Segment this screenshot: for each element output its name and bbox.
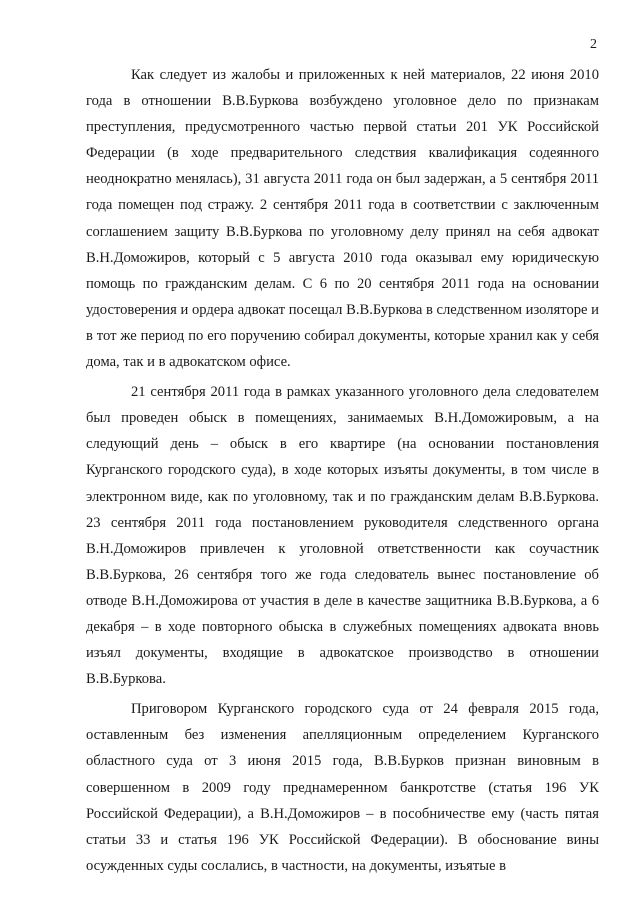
paragraph-2: 21 сентября 2011 года в рамках указанного уголовного дела следователем был проведен обыск в помещениях, занимаемых В.Н.Доможировым, а на следующий день – обыск в его квартире (на основании постановления Курганского городского суда), в ходе которых изъяты документы, в том числе в электронном виде, как по уголовному, так и по гражданским делам В.В.Буркова. 23 сентября 2011 года постановлением руководителя следственного органа В.Н.Доможиров привлечен к уголовной ответственности как соучастник В.В.Буркова, 26 сентября того же года следователь вынес постановление об отводе В.Н.Доможирова от участия в деле в качестве защитника В.В.Буркова, а 6 декабря – в ходе повторного обыска в служебных помещениях адвоката вновь изъял документы, входящие в адвокатское производство в отношении В.В.Буркова. <box>86 384 599 688</box>
paragraph-1: Как следует из жалобы и приложенных к ней материалов, 22 июня 2010 года в отношении В.В.Буркова возбуждено уголовное дело по признакам преступления, предусмотренного частью первой статьи 201 УК Российской Федерации (в ходе предварительного следствия квалификация содеянного неоднократно менялась), 31 августа 2011 года он был задержан, а 5 сентября 2011 года помещен под стражу. 2 сентября 2011 года в соответствии с заключенным соглашением защиту В.В.Буркова по уголовному делу принял на себя адвокат В.Н.Доможиров, который с 5 августа 2010 года оказывал ему юридическую помощь по гражданским делам. С 6 по 20 сентября 2011 года на основании удостоверения и ордера адвокат посещал В.В.Буркова в следственном изоляторе и в тот же период по его поручению собирал документы, которые хранил как у себя дома, так и в адвокатском офисе. <box>86 67 599 371</box>
page-number: 2 <box>590 37 597 52</box>
document-body <box>86 62 599 879</box>
paragraph-3: Приговором Курганского городского суда от 24 февраля 2015 года, оставленным без изменения апелляционным определением Курганского областного суда от 3 июня 2015 года, В.В.Бурков признан виновным в совершенном в 2009 году преднамеренном банкротстве (статья 196 УК Российской Федерации), а В.Н.Доможиров – в пособничестве ему (часть пятая статьи 33 и статья 196 УК Российской Федерации). В обоснование вины осужденных суды сослались, в частности, на документы, изъятые в <box>86 701 599 874</box>
